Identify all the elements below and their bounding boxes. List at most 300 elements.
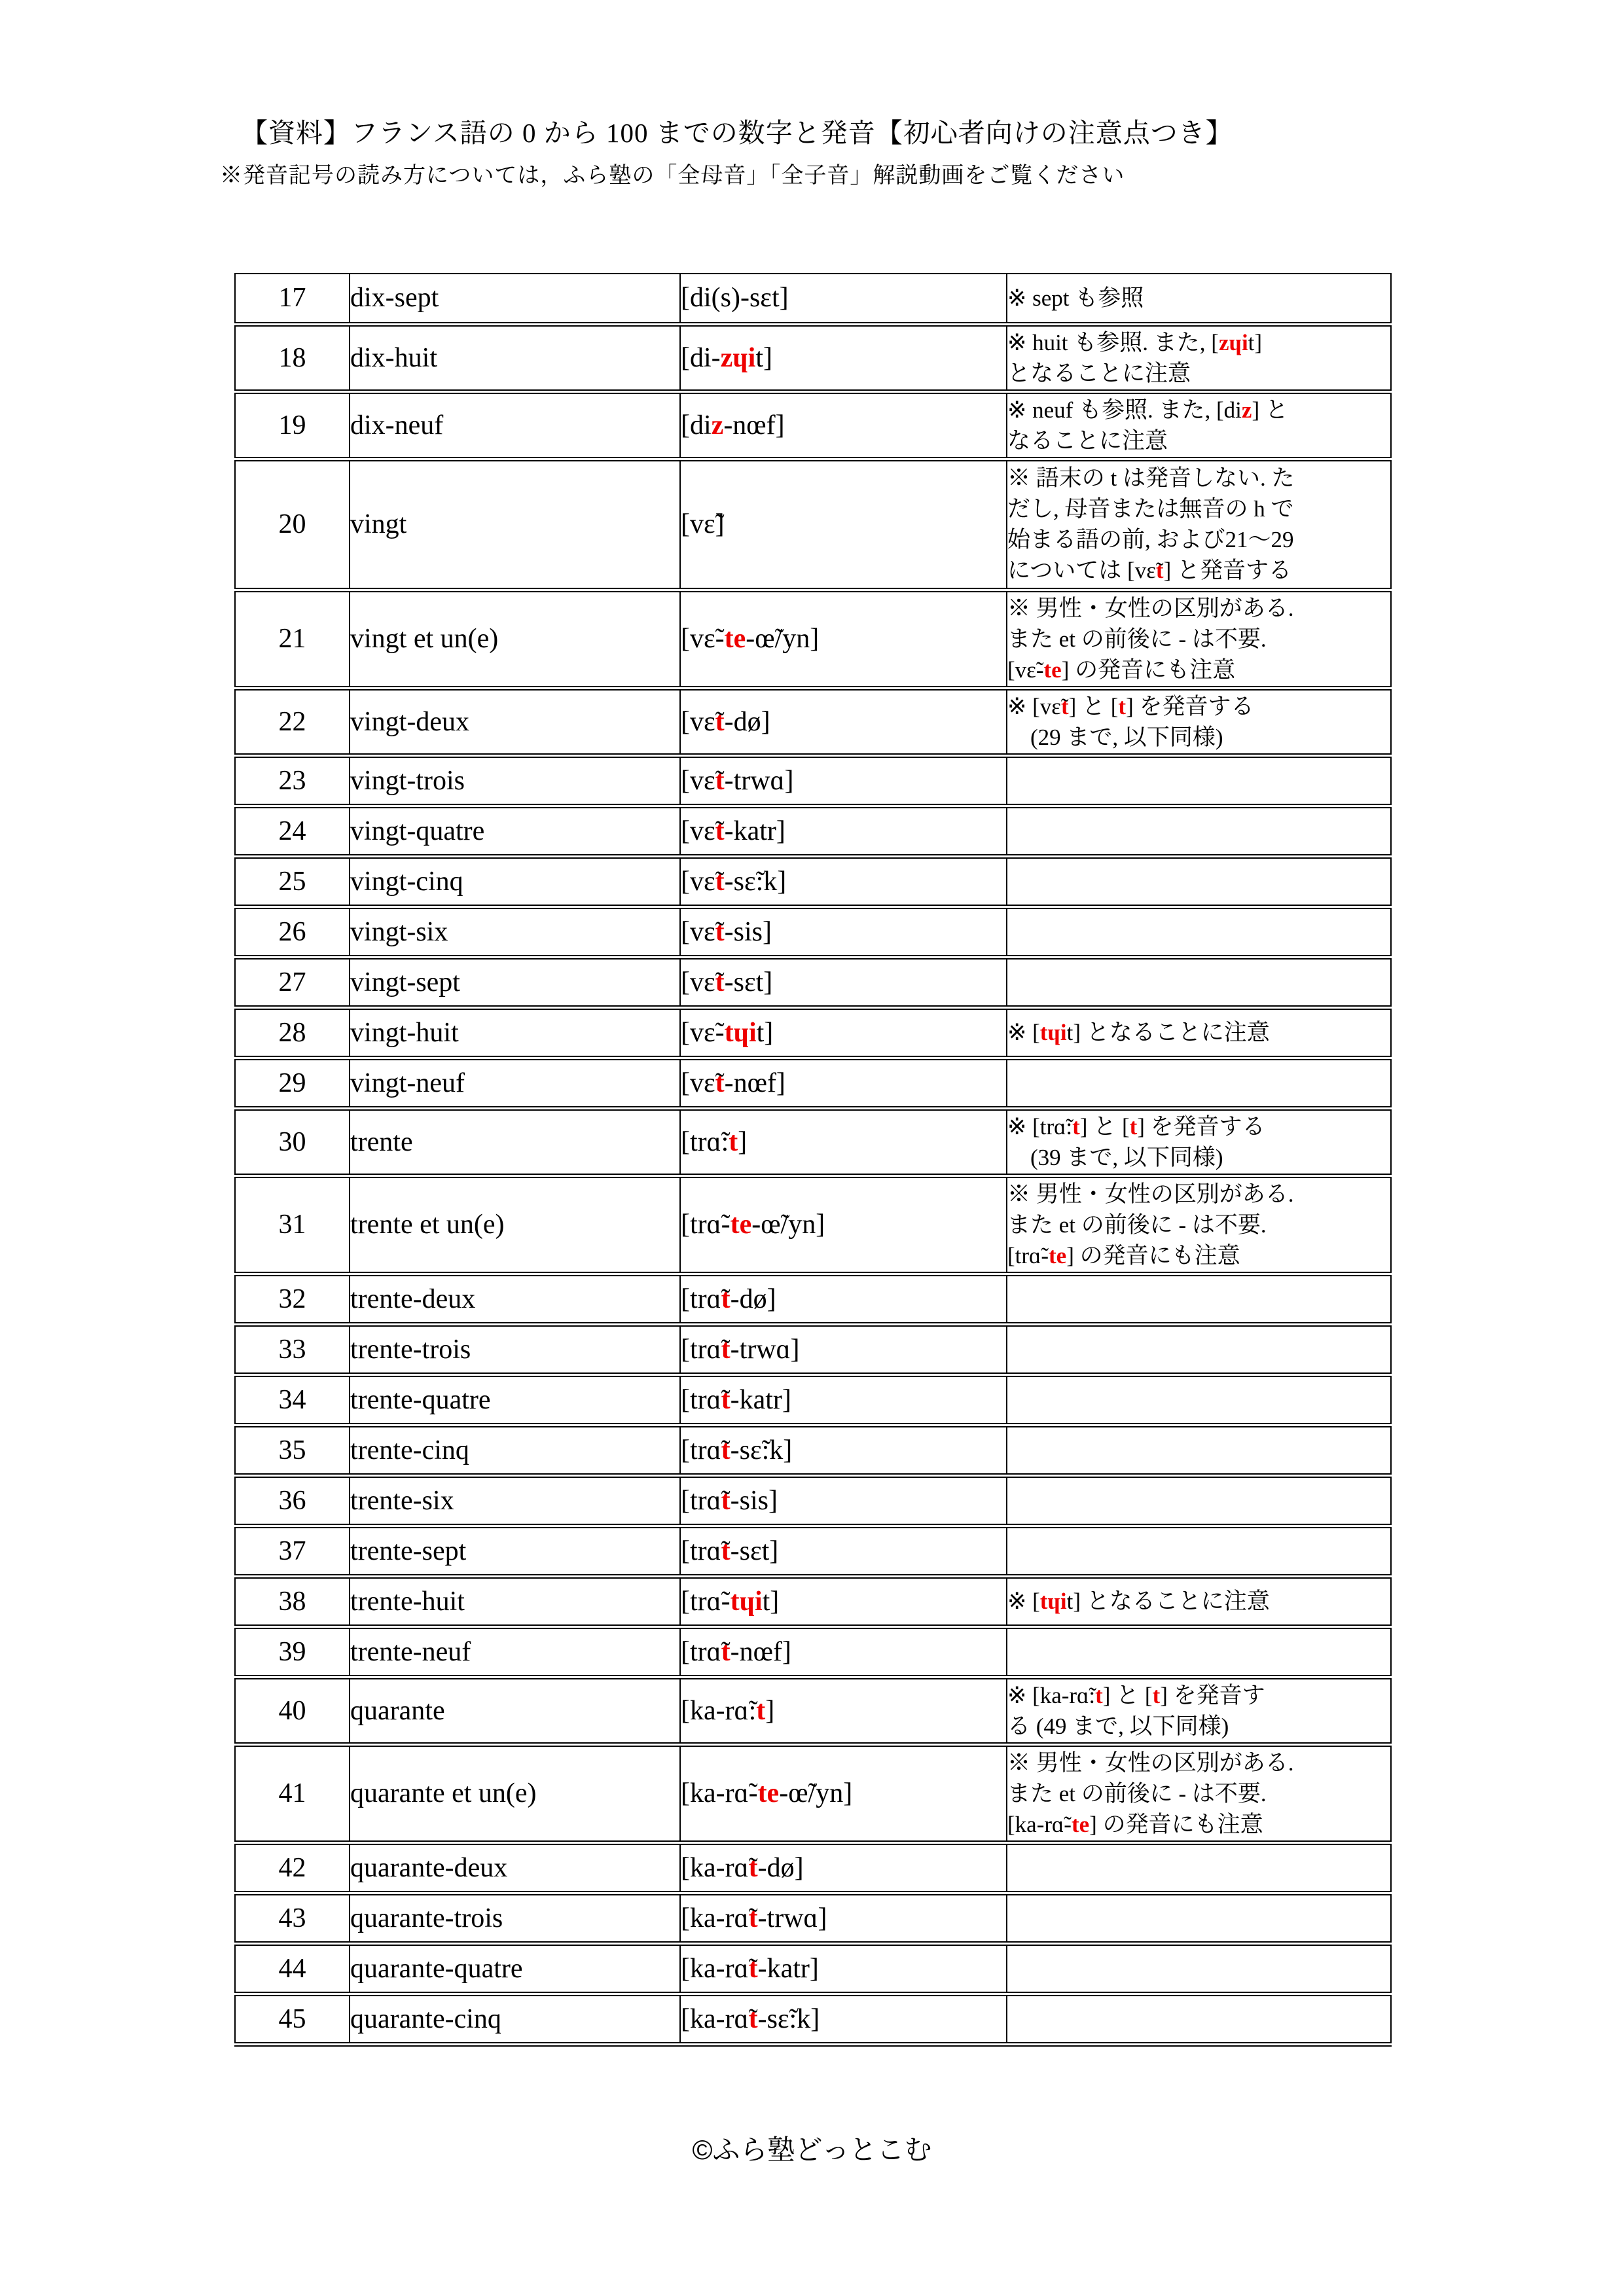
- cell-french-word: trente-cinq: [350, 1425, 680, 1475]
- red-highlight-segment: t: [756, 1695, 766, 1726]
- cell-note: [1007, 1324, 1391, 1374]
- red-highlight-segment: tɥi: [1039, 1588, 1067, 1614]
- red-highlight-segment: te: [1071, 1811, 1090, 1837]
- text-segment: また et の前後に - は不要.: [1007, 1211, 1267, 1238]
- text-segment: [trɑ̃: [681, 1636, 721, 1667]
- text-segment: [trɑ̃-: [681, 1586, 731, 1617]
- cell-pronunciation: [680, 1324, 1007, 1374]
- text-segment: [trɑ̃:: [681, 1126, 729, 1157]
- text-segment: -dø]: [757, 1852, 804, 1883]
- cell-french-word: quarante-trois: [350, 1893, 680, 1943]
- cell-french-word: quarante-deux: [350, 1842, 680, 1893]
- text-segment: [ka-rɑ̃: [681, 1852, 749, 1883]
- text-segment: -œ̃/yn]: [779, 1778, 853, 1808]
- cell-number: 30: [235, 1108, 350, 1175]
- text-segment: ※ sept も参照: [1007, 285, 1144, 311]
- text-segment: -trwɑ]: [757, 1903, 827, 1933]
- text-segment: -sɛ̃:k]: [730, 1435, 793, 1465]
- red-highlight-segment: zɥi: [720, 342, 756, 373]
- text-segment: t]: [756, 1017, 774, 1048]
- red-highlight-segment: t: [721, 1334, 731, 1365]
- cell-number: 36: [235, 1475, 350, 1526]
- cell-pronunciation: [680, 1108, 1007, 1175]
- note-line: [1007, 1778, 1390, 1809]
- text-segment: [ka-rɑ̃: [681, 1953, 749, 1984]
- text-segment: [vɛ̃-: [681, 624, 725, 654]
- text-segment: -sis]: [724, 916, 772, 947]
- cell-french-word: vingt et un(e): [350, 590, 680, 688]
- cell-french-word: vingt-sept: [350, 957, 680, 1007]
- cell-number: 44: [235, 1943, 350, 1994]
- text-segment: ※ huit も参照. また, [: [1007, 329, 1219, 355]
- cell-note: [1007, 1626, 1391, 1677]
- cell-number: 43: [235, 1893, 350, 1943]
- cell-pronunciation: [680, 957, 1007, 1007]
- cell-pronunciation: [680, 1943, 1007, 1994]
- red-highlight-segment: t: [721, 1384, 731, 1415]
- text-segment: [trɑ̃-: [1007, 1242, 1049, 1268]
- cell-note: [1007, 1943, 1391, 1994]
- red-highlight-segment: te: [1043, 656, 1062, 683]
- text-segment: ※ neuf も参照. また, [di: [1007, 397, 1242, 423]
- table-row: [235, 957, 1391, 1007]
- cell-pronunciation: [680, 1475, 1007, 1526]
- text-segment: -sɛt]: [730, 1535, 779, 1566]
- text-segment: ※ 男性・女性の区別がある.: [1007, 595, 1294, 621]
- cell-note: [1007, 856, 1391, 906]
- text-segment: -œ̃/yn]: [746, 624, 820, 654]
- cell-number: 21: [235, 590, 350, 688]
- note-line: [1007, 1748, 1390, 1778]
- text-segment: [vɛ̃-: [1007, 656, 1044, 683]
- cell-note: [1007, 274, 1391, 324]
- text-segment: [di: [681, 410, 712, 440]
- cell-french-word: quarante-cinq: [350, 1994, 680, 2044]
- cell-number: 24: [235, 806, 350, 856]
- cell-pronunciation: [680, 1576, 1007, 1626]
- cell-note: [1007, 755, 1391, 806]
- text-segment: [ka-rɑ̃-: [681, 1778, 758, 1808]
- cell-pronunciation: [680, 688, 1007, 755]
- cell-pronunciation: [680, 1274, 1007, 1324]
- table-row: [235, 1324, 1391, 1374]
- cell-pronunciation: [680, 1526, 1007, 1576]
- note-line: [1007, 463, 1390, 493]
- text-segment: また et の前後に - は不要.: [1007, 1780, 1267, 1806]
- note-line: [1007, 555, 1390, 586]
- cell-note: [1007, 1374, 1391, 1425]
- red-highlight-segment: te: [757, 1778, 780, 1808]
- note-line: [1007, 1240, 1390, 1271]
- red-highlight-segment: tɥi: [1039, 1020, 1067, 1045]
- red-highlight-segment: t: [748, 1953, 758, 1984]
- cell-note: [1007, 1526, 1391, 1576]
- text-segment: [trɑ̃: [681, 1384, 721, 1415]
- red-highlight-segment: t: [715, 1067, 725, 1098]
- text-segment: [vɛ̃: [681, 765, 715, 796]
- note-line: [1007, 395, 1390, 425]
- cell-number: 40: [235, 1677, 350, 1744]
- text-segment: ]: [738, 1126, 748, 1157]
- text-segment: -nœf]: [724, 1067, 785, 1098]
- note-line: [1007, 327, 1390, 358]
- text-segment: [vɛ̃: [681, 1067, 715, 1098]
- text-segment: なることに注意: [1007, 427, 1168, 454]
- text-segment: [di(s)-sɛt]: [681, 283, 789, 314]
- cell-french-word: trente et un(e): [350, 1175, 680, 1274]
- cell-french-word: vingt-quatre: [350, 806, 680, 856]
- table-row: [235, 324, 1391, 391]
- table-row: [235, 1274, 1391, 1324]
- note-line: [1007, 655, 1390, 685]
- cell-note: [1007, 459, 1391, 590]
- text-segment: ] と [: [1102, 1682, 1153, 1708]
- cell-note: [1007, 324, 1391, 391]
- red-highlight-segment: z: [711, 410, 724, 440]
- text-segment: [di-: [681, 342, 721, 373]
- cell-pronunciation: [680, 1374, 1007, 1425]
- text-segment: [ka-rɑ̃-: [1007, 1811, 1072, 1837]
- cell-note: [1007, 1475, 1391, 1526]
- cell-french-word: quarante-quatre: [350, 1943, 680, 1994]
- cell-number: 41: [235, 1744, 350, 1842]
- text-segment: -sɛ̃:k]: [757, 2003, 820, 2034]
- cell-number: 32: [235, 1274, 350, 1324]
- cell-french-word: dix-huit: [350, 324, 680, 391]
- table-row: [235, 1994, 1391, 2044]
- cell-pronunciation: [680, 391, 1007, 459]
- table-row: [235, 1058, 1391, 1108]
- red-highlight-segment: t: [715, 816, 725, 846]
- cell-french-word: dix-neuf: [350, 391, 680, 459]
- text-segment: t]: [762, 1586, 780, 1617]
- red-highlight-segment: t: [748, 1903, 758, 1933]
- table-row: [235, 274, 1391, 324]
- red-highlight-segment: t: [715, 866, 725, 897]
- note-line: [1007, 425, 1390, 456]
- cell-number: 33: [235, 1324, 350, 1374]
- page-title: 【資料】フランス語の 0 から 100 までの数字と発音【初心者向けの注意点つき】: [241, 118, 1233, 148]
- cell-pronunciation: [680, 324, 1007, 391]
- text-segment: となることに注意: [1007, 360, 1191, 386]
- cell-number: 29: [235, 1058, 350, 1108]
- cell-french-word: vingt-six: [350, 906, 680, 957]
- red-highlight-segment: t: [729, 1126, 738, 1157]
- cell-french-word: trente-six: [350, 1475, 680, 1526]
- cell-pronunciation: [680, 806, 1007, 856]
- cell-french-word: vingt-deux: [350, 688, 680, 755]
- table-row: [235, 1744, 1391, 1842]
- red-highlight-segment: t: [1129, 1113, 1138, 1139]
- cell-number: 28: [235, 1007, 350, 1058]
- text-segment: -trwɑ]: [724, 765, 794, 796]
- cell-french-word: trente-sept: [350, 1526, 680, 1576]
- cell-french-word: vingt-neuf: [350, 1058, 680, 1108]
- table-row: [235, 391, 1391, 459]
- text-segment: ] を発音す: [1160, 1682, 1265, 1708]
- text-segment: ] と発音する: [1163, 558, 1291, 583]
- cell-note: [1007, 1274, 1391, 1324]
- cell-number: 25: [235, 856, 350, 906]
- red-highlight-segment: t: [1118, 693, 1127, 719]
- text-segment: [trɑ̃: [681, 1435, 721, 1465]
- text-segment: (39 まで, 以下同様): [1007, 1144, 1223, 1170]
- red-highlight-segment: t: [715, 765, 725, 796]
- red-highlight-segment: tɥi: [730, 1586, 763, 1617]
- cell-note: [1007, 1175, 1391, 1274]
- text-segment: -sis]: [730, 1485, 778, 1516]
- text-segment: ] の発音にも注意: [1061, 656, 1236, 683]
- red-highlight-segment: t: [721, 1535, 731, 1566]
- cell-note: [1007, 1576, 1391, 1626]
- cell-french-word: trente-neuf: [350, 1626, 680, 1677]
- red-highlight-segment: t: [721, 1435, 731, 1465]
- cell-french-word: quarante et un(e): [350, 1744, 680, 1842]
- table-row: [235, 1677, 1391, 1744]
- red-highlight-segment: t: [721, 1485, 731, 1516]
- text-segment: ※ 男性・女性の区別がある.: [1007, 1181, 1294, 1207]
- table-row: [235, 755, 1391, 806]
- cell-note: [1007, 906, 1391, 957]
- text-segment: [ka-rɑ̃:: [681, 1695, 757, 1726]
- table-row: [235, 1175, 1391, 1274]
- cell-french-word: trente-huit: [350, 1576, 680, 1626]
- text-segment: -dø]: [724, 706, 770, 737]
- cell-french-word: quarante: [350, 1677, 680, 1744]
- cell-number: 22: [235, 688, 350, 755]
- cell-pronunciation: [680, 1058, 1007, 1108]
- cell-note: [1007, 1842, 1391, 1893]
- cell-french-word: dix-sept: [350, 274, 680, 324]
- table-row: [235, 906, 1391, 957]
- note-line: [1007, 1017, 1390, 1048]
- red-highlight-segment: te: [724, 624, 746, 654]
- cell-french-word: trente-quatre: [350, 1374, 680, 1425]
- cell-note: [1007, 1058, 1391, 1108]
- text-segment: ※ 男性・女性の区別がある.: [1007, 1749, 1294, 1776]
- table-row: [235, 1842, 1391, 1893]
- table-row: [235, 1576, 1391, 1626]
- note-line: [1007, 1142, 1390, 1173]
- cell-pronunciation: [680, 1744, 1007, 1842]
- cell-pronunciation: [680, 1175, 1007, 1274]
- note-line: [1007, 691, 1390, 722]
- note-line: [1007, 1179, 1390, 1210]
- copyright-footer: ©ふら塾どっとこむ: [692, 2134, 932, 2165]
- text-segment: -katr]: [724, 816, 785, 846]
- table-row: [235, 1007, 1391, 1058]
- text-segment: ※ 語末の t は発音しない. た: [1007, 465, 1295, 491]
- red-highlight-segment: t: [1060, 693, 1069, 719]
- cell-pronunciation: [680, 1893, 1007, 1943]
- cell-pronunciation: [680, 1425, 1007, 1475]
- note-line: [1007, 1111, 1390, 1142]
- table-row: [235, 1893, 1391, 1943]
- red-highlight-segment: z: [1241, 397, 1252, 423]
- cell-french-word: vingt-cinq: [350, 856, 680, 906]
- text-segment: 始まる語の前, および21～29: [1007, 527, 1294, 552]
- note-line: [1007, 1586, 1390, 1617]
- text-segment: ※ [: [1007, 1588, 1040, 1614]
- text-segment: [vɛ̃: [681, 816, 715, 846]
- cell-number: 27: [235, 957, 350, 1007]
- cell-number: 42: [235, 1842, 350, 1893]
- numbers-pronunciation-table: [234, 273, 1392, 2047]
- text-segment: -nœf]: [723, 410, 785, 440]
- text-segment: については [vɛ̃: [1007, 558, 1156, 583]
- text-segment: t]: [755, 342, 772, 373]
- table-row: [235, 1475, 1391, 1526]
- text-segment: ] の発音にも注意: [1089, 1811, 1263, 1837]
- cell-pronunciation: [680, 1007, 1007, 1058]
- text-segment: -katr]: [730, 1384, 791, 1415]
- cell-number: 39: [235, 1626, 350, 1677]
- cell-pronunciation: [680, 1994, 1007, 2044]
- text-segment: [vɛ̃]: [681, 509, 725, 539]
- text-segment: [vɛ̃-: [681, 1017, 725, 1048]
- cell-pronunciation: [680, 906, 1007, 957]
- text-segment: [vɛ̃: [681, 866, 715, 897]
- text-segment: また et の前後に - は不要.: [1007, 626, 1267, 652]
- red-highlight-segment: t: [1155, 558, 1164, 583]
- text-segment: -trwɑ]: [730, 1334, 800, 1365]
- cell-pronunciation: [680, 1842, 1007, 1893]
- text-segment: (29 まで, 以下同様): [1007, 724, 1223, 750]
- text-segment: -nœf]: [730, 1636, 791, 1667]
- cell-french-word: trente: [350, 1108, 680, 1175]
- cell-note: [1007, 688, 1391, 755]
- text-segment: ] と [: [1079, 1113, 1130, 1139]
- note-line: [1007, 1210, 1390, 1240]
- text-segment: -sɛ̃:k]: [724, 866, 787, 897]
- text-segment: [vɛ̃: [681, 916, 715, 947]
- text-segment: [ka-rɑ̃: [681, 1903, 749, 1933]
- cell-number: 23: [235, 755, 350, 806]
- table-row: [235, 1626, 1391, 1677]
- red-highlight-segment: t: [748, 2003, 758, 2034]
- cell-number: 37: [235, 1526, 350, 1576]
- text-segment: [vɛ̃: [681, 967, 715, 997]
- text-segment: ※ [: [1007, 1020, 1040, 1045]
- cell-number: 31: [235, 1175, 350, 1274]
- cell-number: 19: [235, 391, 350, 459]
- table-row: [235, 459, 1391, 590]
- cell-pronunciation: [680, 1677, 1007, 1744]
- cell-french-word: vingt-trois: [350, 755, 680, 806]
- text-segment: t]: [1248, 329, 1263, 355]
- table-row: [235, 1943, 1391, 1994]
- text-segment: [trɑ̃: [681, 1485, 721, 1516]
- text-segment: t] となることに注意: [1066, 1020, 1270, 1045]
- cell-note: [1007, 391, 1391, 459]
- red-highlight-segment: t: [748, 1852, 758, 1883]
- note-line: [1007, 358, 1390, 389]
- cell-note: [1007, 1007, 1391, 1058]
- text-segment: [trɑ̃: [681, 1535, 721, 1566]
- cell-note: [1007, 1677, 1391, 1744]
- text-segment: [vɛ̃: [681, 706, 715, 737]
- red-highlight-segment: t: [715, 706, 725, 737]
- red-highlight-segment: te: [1049, 1242, 1067, 1268]
- cell-pronunciation: [680, 755, 1007, 806]
- table-row: [235, 1425, 1391, 1475]
- note-line: [1007, 1809, 1390, 1840]
- cell-note: [1007, 1744, 1391, 1842]
- red-highlight-segment: zɥi: [1218, 329, 1248, 355]
- note-line: [1007, 593, 1390, 624]
- text-segment: ] の発音にも注意: [1066, 1242, 1240, 1268]
- note-line: [1007, 524, 1390, 555]
- cell-number: 20: [235, 459, 350, 590]
- cell-note: [1007, 1893, 1391, 1943]
- text-segment: [trɑ̃: [681, 1334, 721, 1365]
- note-line: [1007, 1711, 1390, 1742]
- cell-note: [1007, 1994, 1391, 2044]
- note-line: [1007, 493, 1390, 524]
- cell-pronunciation: [680, 856, 1007, 906]
- cell-number: 34: [235, 1374, 350, 1425]
- red-highlight-segment: t: [1072, 1113, 1080, 1139]
- cell-french-word: trente-deux: [350, 1274, 680, 1324]
- text-segment: る (49 まで, 以下同様): [1007, 1713, 1229, 1739]
- red-highlight-segment: t: [1152, 1682, 1161, 1708]
- note-line: [1007, 722, 1390, 753]
- table-row: [235, 1108, 1391, 1175]
- cell-french-word: vingt: [350, 459, 680, 590]
- text-segment: ] を発音する: [1126, 693, 1254, 719]
- text-segment: [trɑ̃: [681, 1283, 721, 1314]
- cell-french-word: trente-trois: [350, 1324, 680, 1374]
- table-row: [235, 1374, 1391, 1425]
- table-row: [235, 1526, 1391, 1576]
- cell-pronunciation: [680, 1626, 1007, 1677]
- red-highlight-segment: t: [715, 916, 725, 947]
- text-segment: だし, 母音または無音の h で: [1007, 496, 1294, 522]
- cell-note: [1007, 957, 1391, 1007]
- text-segment: -œ̃/yn]: [751, 1210, 825, 1240]
- table-row: [235, 806, 1391, 856]
- table-row: [235, 590, 1391, 688]
- cell-number: 17: [235, 274, 350, 324]
- note-line: [1007, 1680, 1390, 1711]
- cell-pronunciation: [680, 274, 1007, 324]
- page-subtitle: ※発音記号の読み方については，ふら塾の「全母音」「全子音」解説動画をご覧ください: [220, 164, 1125, 188]
- cell-number: 26: [235, 906, 350, 957]
- note-line: [1007, 624, 1390, 655]
- table-row: [235, 688, 1391, 755]
- cell-pronunciation: [680, 590, 1007, 688]
- text-segment: ] と: [1252, 397, 1288, 423]
- text-segment: -sɛt]: [724, 967, 773, 997]
- text-segment: ※ [ka-rɑ̃:: [1007, 1682, 1096, 1708]
- cell-number: 18: [235, 324, 350, 391]
- red-highlight-segment: t: [1095, 1682, 1103, 1708]
- cell-french-word: vingt-huit: [350, 1007, 680, 1058]
- red-highlight-segment: t: [715, 967, 725, 997]
- cell-note: [1007, 806, 1391, 856]
- text-segment: -dø]: [730, 1283, 776, 1314]
- text-segment: [ka-rɑ̃: [681, 2003, 749, 2034]
- cell-note: [1007, 590, 1391, 688]
- note-line: [1007, 283, 1390, 314]
- text-segment: ] と [: [1068, 693, 1119, 719]
- cell-note: [1007, 1108, 1391, 1175]
- text-segment: -katr]: [757, 1953, 819, 1984]
- red-highlight-segment: t: [721, 1283, 731, 1314]
- cell-number: 45: [235, 1994, 350, 2044]
- red-highlight-segment: tɥi: [724, 1017, 757, 1048]
- text-segment: t] となることに注意: [1066, 1588, 1270, 1614]
